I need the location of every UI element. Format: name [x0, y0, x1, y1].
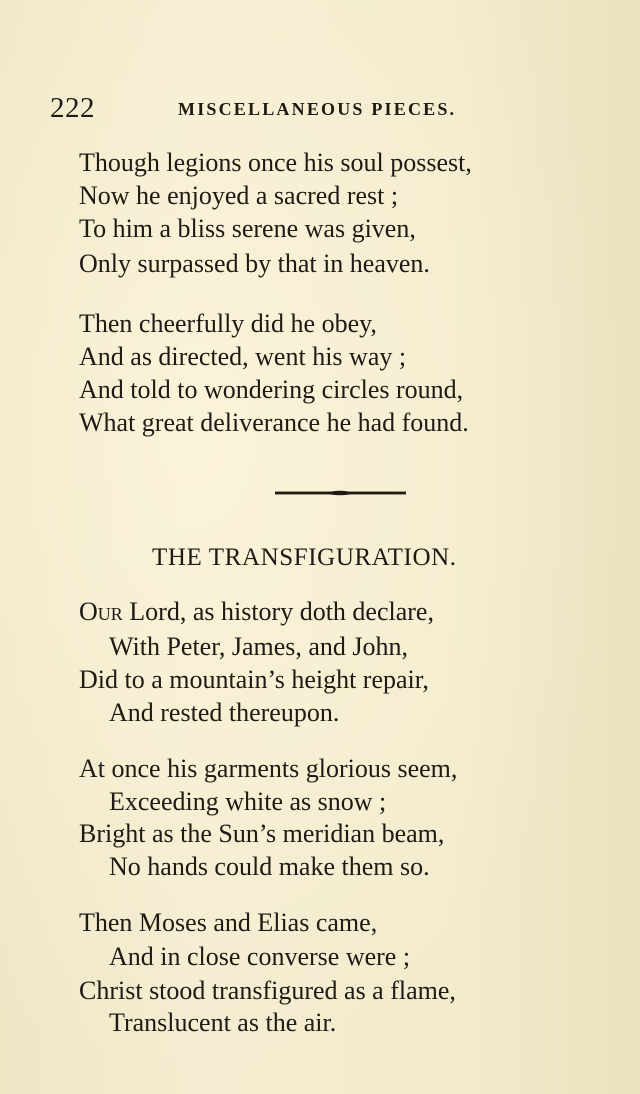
- poem-title: THE TRANSFIGURATION.: [152, 544, 457, 571]
- verse-line: Translucent as the air.: [109, 1008, 337, 1037]
- page-header: [50, 92, 520, 126]
- running-head: MISCELLANEOUS PIECES.: [178, 99, 457, 119]
- verse-line: Exceeding white as snow ;: [109, 787, 387, 816]
- verse-line: Then Moses and Elias came,: [79, 908, 378, 937]
- verse-line: To him a bliss serene was given,: [79, 214, 416, 243]
- verse-line: What great deliverance he had found.: [79, 408, 469, 437]
- ornamental-divider: [275, 489, 406, 497]
- verse-line: [79, 599, 434, 625]
- verse-line: At once his garments glorious seem,: [79, 754, 458, 783]
- verse-line: Did to a mountain’s height repair,: [79, 665, 429, 694]
- verse-line: Christ stood transfigured as a flame,: [79, 976, 456, 1005]
- verse-line: Bright as the Sun’s meridian beam,: [79, 819, 445, 848]
- verse-line: And as directed, went his way ;: [79, 342, 407, 371]
- verse-line-rest: Lord, as history doth declare,: [122, 597, 434, 626]
- verse-line: And rested thereupon.: [109, 698, 340, 727]
- verse-line: Though legions once his soul possest,: [79, 148, 472, 177]
- verse-line: Then cheerfully did he obey,: [79, 309, 377, 338]
- page-number: 222: [50, 92, 95, 124]
- first-word-small-caps: Our: [79, 597, 123, 626]
- verse-line: Only surpassed by that in heaven.: [79, 249, 430, 278]
- verse-line: And in close converse were ;: [109, 942, 411, 971]
- verse-line: No hands could make them so.: [109, 852, 430, 881]
- verse-line: Now he enjoyed a sacred rest ;: [79, 181, 399, 210]
- verse-line: And told to wondering circles round,: [79, 375, 464, 404]
- verse-line: With Peter, James, and John,: [109, 632, 409, 661]
